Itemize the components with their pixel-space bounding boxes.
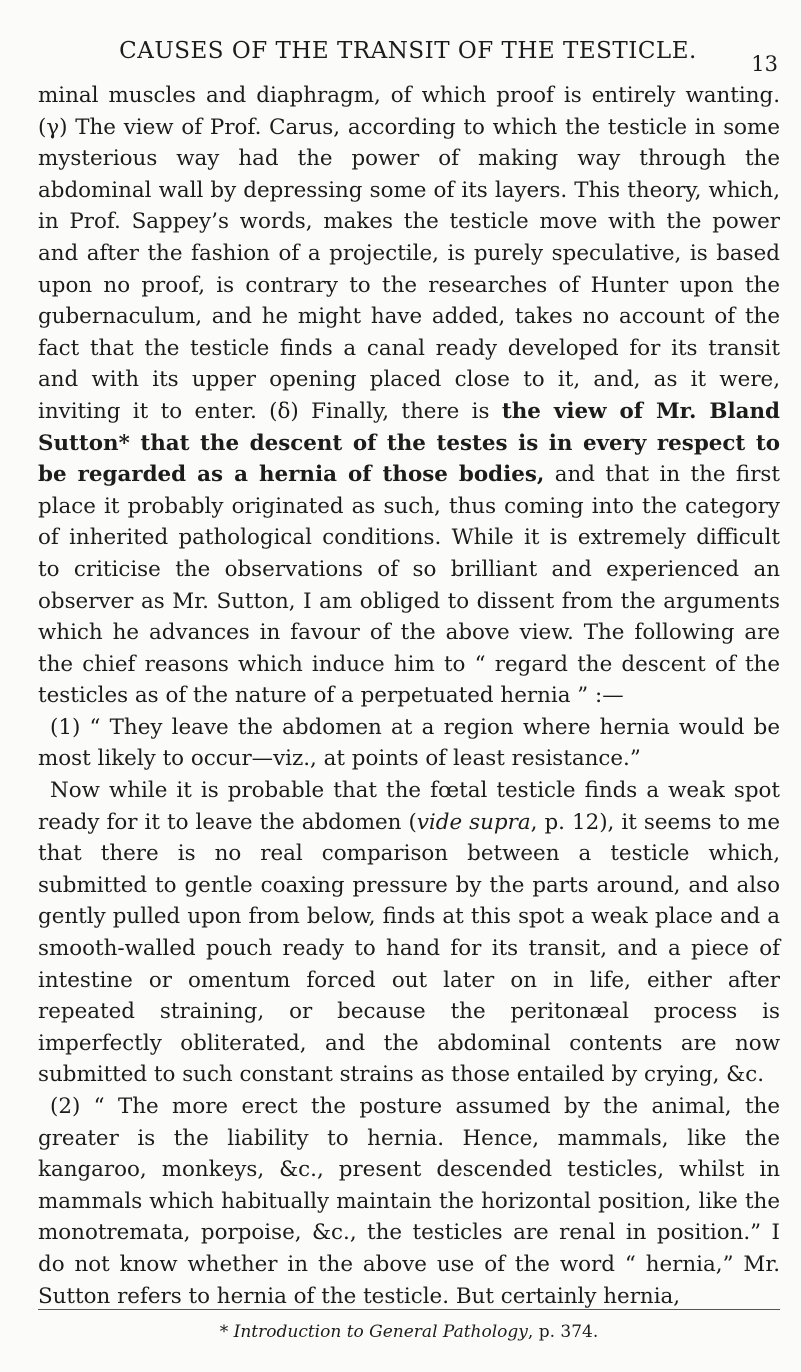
page-number: 13: [751, 52, 778, 76]
vide-supra: vide supra: [416, 809, 531, 835]
footnote-rule: [38, 1309, 780, 1310]
paragraph-quote-1: (1) “ They leave the abdomen at a region where hernia would be most likely to occur—viz., at points of least resistance.”: [38, 714, 780, 772]
footnote: [38, 1322, 780, 1342]
paragraph-1: [38, 80, 780, 712]
paragraph-1-end: and that in the first place it probably originated as such, thus coming into the category of inherited pathological conditions. While it is extremely difficult to criticise the observations of so brilliant and experienced an observer as Mr. Sutton, I am obliged to dissent from the arguments which he advances in favour of the above view. The following are the chief reasons which induce him to “ regard the descent of the testicles as of the nature of a perpetuated hernia ” :—: [38, 462, 780, 709]
paragraph-response-start: Now while it is probable that the fœtal testicle finds a weak spot ready for it to leave the abdomen (: [38, 778, 780, 835]
paragraph-response-end: , p. 12), it seems to me that there is no real comparison between a testicle which, submitted to gentle coaxing pressure by the parts around, and also gently pulled upon from below, finds at this spot a weak place and a smooth-walled pouch ready to hand for its transit, and a piece of intestine or omentum forced out later on in life, either after repeated straining, or because the peritonæal process is imperfectly obliterated, and the abdominal contents are now submitted to such constant strains as those entailed by crying, &c.: [38, 809, 780, 1088]
page-header: [38, 10, 778, 80]
footnote-marker: *: [219, 1322, 229, 1342]
paragraph-1-bold-phrase: the view of Mr. Bland Sutton* that the descent of the testes is in every respect to be regarded as a hernia of those bodies,: [38, 398, 780, 488]
paragraph-quote-2: (2) “ The more erect the posture assumed by the animal, the greater is the liability to hernia. Hence, mammals, like the kangaroo, monkeys, &c., present descended testicles, whilst in mammals which habitually maintain the horizontal position, like the monotremata, porpoise, &c., the testicles are renal in position.” I do not know whether in the above use of the word “ hernia,” Mr. Sutton refers to hernia of the testicle. But certainly hernia,: [38, 1094, 780, 1309]
footnote-page: , p. 374.: [527, 1322, 599, 1342]
body-text: [38, 80, 780, 1312]
footnote-title: Introduction to General Pathology: [233, 1322, 528, 1342]
paragraph-response-1: [38, 775, 780, 1091]
paragraph-1-start: minal muscles and diaphragm, of which proof is entirely wanting. (γ) The view of Prof. Carus, according to which the testicle in some mysterious way had the power of making way through the abdominal wall by depressing some of its layers. This theory, which, in Prof. Sappey’s words, makes the testicle move with the power and after the fashion of a projectile, is purely speculative, is based upon no proof, is contrary to the researches of Hunter upon the gubernaculum, and he might have added, takes no account of the fact that the testicle finds a canal ready developed for its transit and with its upper opening placed close to it, and, as it were, inviting it to enter. (δ) Finally, there is: [38, 83, 780, 424]
running-head: CAUSES OF THE TRANSIT OF THE TESTICLE.: [119, 38, 697, 64]
